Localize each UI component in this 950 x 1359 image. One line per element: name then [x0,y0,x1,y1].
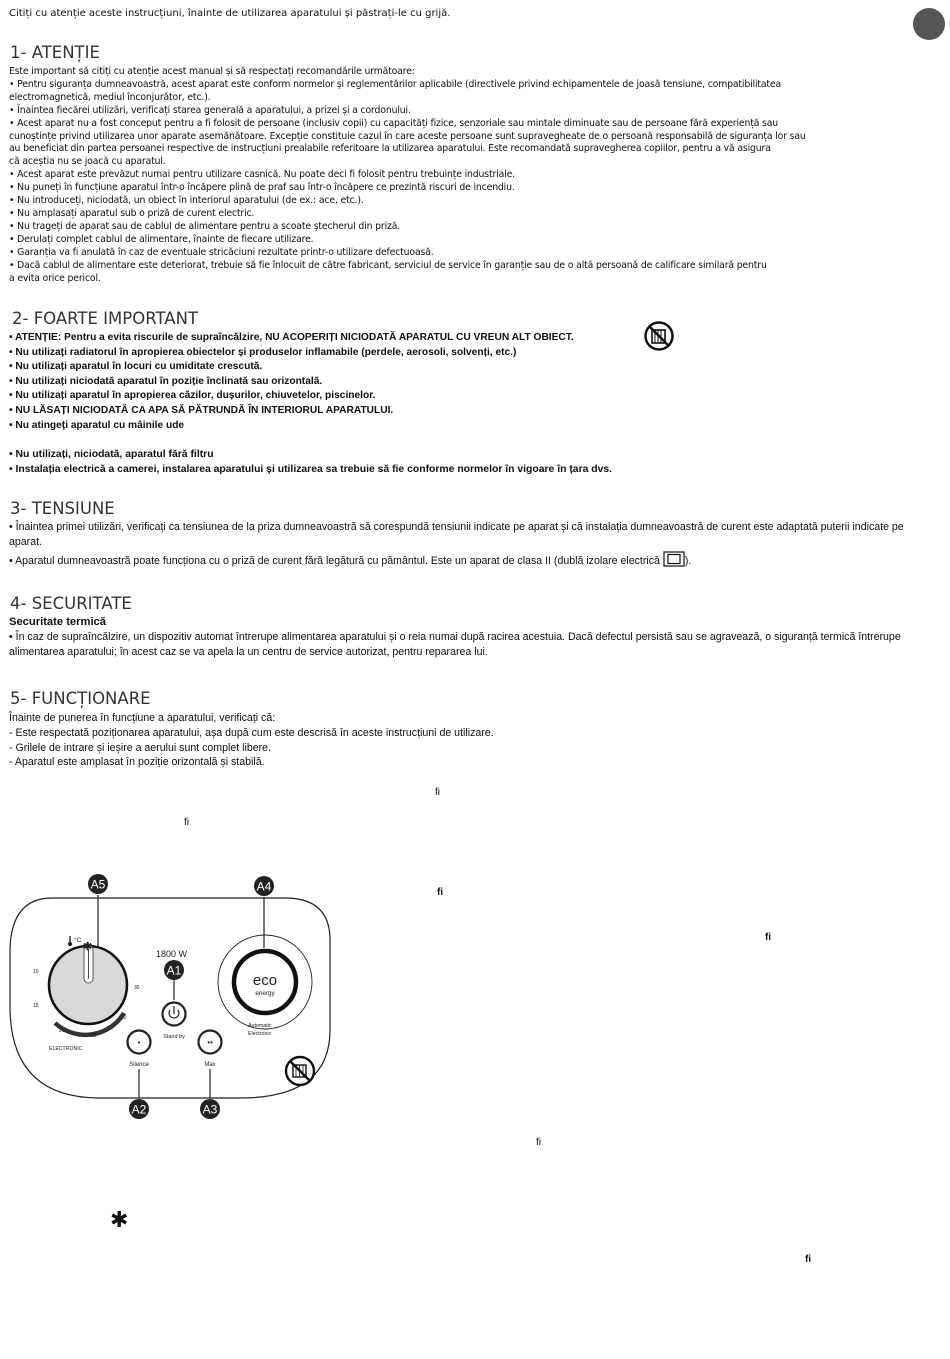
ligature-glyph: ﬁ [435,787,440,798]
marker-a2-label: A2 [131,1102,147,1117]
max-label: Max [204,1062,216,1068]
class-ii-text: • Aparatul dumneavoastră poate funcționa cu o priză de curent fără legătură cu pământul. Este un aparat de clasa II (dublă izolare electrică [9,554,660,567]
text-line: • Nu introduceți, niciodată, un obiect în interiorul aparatului (de ex.: ace, etc.). [9,195,364,207]
text-line: • Nu utilizați aparatul în apropierea căzilor, dușurilor, chiuvetelor, piscinelor. [9,390,376,402]
dial-tick: 25 [91,1033,97,1039]
silence-label: Silence [129,1062,149,1068]
text-line: • NU LĂSAȚI NICIODATĂ CA APA SĂ PĂTRUNDĂ ÎN INTERIORUL APARATULUI. [9,404,394,416]
standby-label: Stand by [163,1034,185,1040]
text-line: • ATENȚIE: Pentru a evita riscurile de supraîncălzire, NU ACOPERIȚI NICIODATĂ APARATUL CU VREUN ALT OBIECT. [9,332,574,343]
text-line: - Grilele de intrare și ieșire a aerului sunt complet libere. [9,741,272,754]
eco-sub: energy [255,990,275,997]
section-4-title: 4- SECURITATE [10,594,132,613]
text-line: Înainte de punerea în funcțiune a aparatului, verificați că: [9,712,276,724]
section-4-subtitle: Securitate termică [9,616,107,628]
marker-a3-label: A3 [202,1102,218,1117]
text-paragraph [9,551,924,569]
eco-caption-2: Electronic [248,1031,272,1037]
text-line: • Derulați complet cablul de alimentare, înainte de fiecare utilizare. [9,233,314,245]
text-line: • Acest aparat nu a fost conceput pentru a fi folosit de persoane (inclusiv copii) cu capacități fizice, senzoriale sau mintale diminuate sau de persoane fără experiență sau [9,117,779,129]
dial-unit: °C [74,937,82,944]
text-line: • Dacă cablul de alimentare este deteriorat, trebuie să fie înlocuit de către fabricant, serviciul de service în garanție sau de o altă persoană de calificare similară pentru [9,259,767,271]
section-4-body [9,615,924,659]
text-line: • Acest aparat este prevăzut numai pentru utilizare casnică. Nu poate deci fi folosit pentru trebuințe industriale. [9,169,515,181]
section-3-title: 3- TENSIUNE [10,499,115,518]
text-line: a evita orice pericol. [9,272,101,284]
dial-tick: 35 [134,985,140,991]
dial-brand: ELECTRONIC [49,1046,83,1052]
silence-symbol: • [137,1038,141,1047]
ligature-glyph: ﬁ [184,817,189,828]
max-symbol: •• [207,1038,213,1047]
do-not-cover-icon [286,1057,314,1085]
ligature-glyph: ﬁ [805,1254,812,1265]
text-line: - Este respectată poziționarea aparatului, așa după cum este descrisă în aceste instrucțiuni de utilizare. [9,726,494,739]
section-1-title: 1- ATENȚIE [10,43,100,62]
text-line: • Nu trageți de aparat sau de cablul de alimentare pentru a scoate ștecherul din priză. [9,220,401,232]
dial-tick: 30 [121,1015,127,1021]
dial-tick: 20 [59,1028,65,1034]
asterisk-icon: ✱ [110,1208,129,1233]
ligature-glyph: ﬁ [437,887,444,898]
text-paragraph: • În caz de supraîncălzire, un dispozitiv automat întrerupe alimentarea aparatului și o reia numai după racirea acestuia. Dacă defectul persistă sau se agravează, o siguranță termică întrerupe alimentarea aparatului; în acest caz se va apela la un centru de service autorizat, pentru repararea lui. [9,630,901,658]
marker-a5-label: A5 [90,877,106,892]
section-3-body [9,520,924,568]
text-line: că aceștia nu se joacă cu aparatul. [9,156,166,168]
eco-caption-1: Automatic [248,1023,272,1029]
control-panel-diagram [0,868,345,1123]
marker-a1-label: A1 [166,963,182,978]
dial-tick: 10 [33,969,39,975]
text-line: - Aparatul este amplasat în poziție orizontală și stabilă. [9,756,265,769]
marker-a4-label: A4 [256,879,272,894]
text-line: • Garanția va fi anulată în caz de eventuale stricăciuni rezultate printr-o utilizare defectuoasă. [9,246,434,258]
section-5-title: 5- FUNCȚIONARE [10,689,151,708]
text-line: • Nu puneți în funcțiune aparatul într-o încăpere plină de praf sau într-o încăpere ce prezintă riscuri de incendiu. [9,182,515,194]
section-2-body [9,331,649,433]
section-5-body [9,711,914,770]
page-marker-dot [913,8,945,40]
text-line: • Nu utilizați, niciodată, aparatul fără filtru [9,449,214,460]
ligature-glyph: ﬁ [765,932,772,943]
section-1-body [9,66,914,285]
text-line: au beneficiat din partea persoanei respective de instrucțiuni prealabile referitoare la utilizarea aparatului. Este recomandată supravegherea copiilor, pentru a vă asigura [9,143,771,155]
thermometer-icon [68,942,72,946]
text-line: electromagnetică, mediul înconjurător, etc.). [9,91,211,103]
section-2-extra [9,448,914,477]
do-not-cover-icon [643,320,675,352]
text-line: • Nu amplasați aparatul sub o priză de curent electric. [9,207,255,219]
intro-text: Citiți cu atenție aceste instrucțiuni, înainte de utilizarea aparatului și păstrați-le cu grijă. [9,8,451,19]
dial-tick: 15 [33,1003,39,1009]
eco-main: eco [252,972,278,989]
section-2-title: 2- FOARTE IMPORTANT [12,309,198,328]
text-paragraph: • Înaintea primei utilizări, verificați ca tensiunea de la priza dumneavoastră să corespundă tensiunii indicate pe aparat și că instalația dumneavoastră de curent este adaptată puterii indicate pe aparat. [9,521,904,548]
text-line: • Înaintea fiecărei utilizări, verificați starea generală a aparatului, a prizei și a cordonului. [9,104,411,116]
text-line: • Nu utilizați radiatorul în apropierea obiectelor și produselor inflamabile (perdele, aerosoli, solvenți, etc.) [9,346,517,358]
class-ii-end: ). [684,554,692,567]
text-line: Este important să citiți cu atenție acest manual și să respectați recomandările următoare: [9,66,415,77]
frost-star-icon: ✱ [83,941,93,953]
text-line: cunoștințe privind utilizarea unor aparate asemănătoare. Excepție constituie cazul în care aceste persoane sunt supravegheate de o persoană responsabilă de siguranța lor sau [9,130,806,142]
power-rating: 1800 W [156,949,188,959]
double-insulation-icon [663,551,685,567]
text-line: • Nu utilizați aparatul în locuri cu umiditate crescută. [9,361,263,373]
text-line: • Pentru siguranța dumneavoastră, acest aparat este conform normelor și reglementărilor aplicabile (directivele privind echipamentele de joasă tensiune, compatibilitatea [9,78,782,90]
text-line: • Nu atingeți aparatul cu mâinile ude [9,419,185,431]
text-line: • Nu utilizați niciodată aparatul în poziție înclinată sau orizontală. [9,375,323,387]
ligature-glyph: ﬁ [536,1137,541,1148]
text-line: • Instalația electrică a camerei, instalarea aparatului și utilizarea sa trebuie să fie conforme normelor în vigoare în țara dvs. [9,463,613,475]
